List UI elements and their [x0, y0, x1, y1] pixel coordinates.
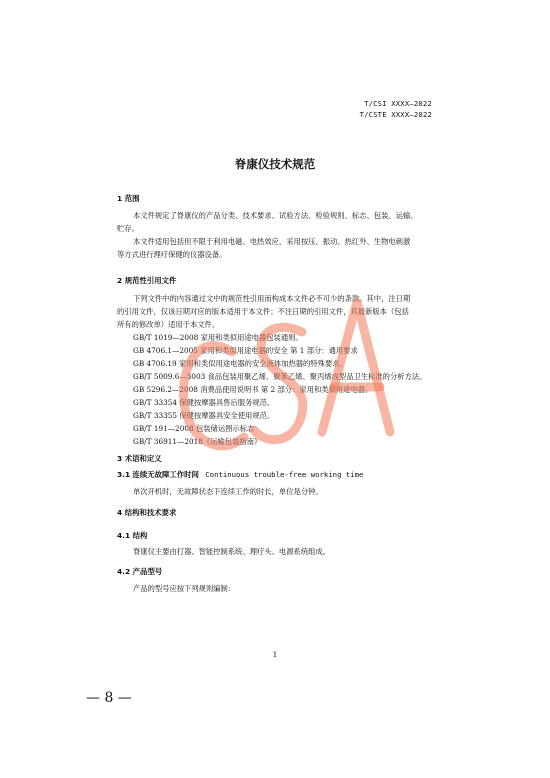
term-english: Continuous trouble-free working time: [205, 470, 364, 479]
reference-item: GB/T 191—2008 包装储运图示标志: [133, 424, 255, 433]
term-entry: [117, 469, 363, 480]
reference-item: GB/T 33355 保健按摩器具安全使用规范。: [133, 411, 275, 420]
section-3-heading: 3 术语和定义: [117, 454, 162, 463]
section-4-1-text: 脊康仪主要由打器、智能控制系统、理疗头、电源系统组成。: [133, 547, 331, 556]
section-1-heading: 1 范围: [117, 194, 140, 203]
section-1-para1-line1: 本文件规定了脊康仪的产品分类、技术要求、试验方法、检验规则、标志、包装、运输、: [133, 211, 418, 220]
section-1-para2-line2: 等方式进行理疗保健的仪器设备。: [117, 250, 227, 259]
reference-item: GB/T 36911—2018《运输包装指南》: [133, 437, 262, 446]
section-2-intro-line3: 所有的修改单）适用于本文件。: [117, 320, 220, 329]
section-4-2-text: 产品的型号应按下列规则编制：: [133, 584, 236, 593]
section-4-1-heading: 4.1 结构: [117, 531, 148, 540]
section-1-para2-line1: 本文件适用包括但不限于利用电磁、电热效应，采用按压、振动、热红外、生物电刺激: [133, 237, 411, 246]
book-page-number: — 8 —: [86, 690, 132, 706]
section-2-intro-line2: 的引用文件，仅该日期对应的版本适用于本文件；不注日期的引用文件，其最新版本（包括: [117, 307, 409, 316]
reference-item: GB/T 5009.6—3003 食品包装用聚乙烯、聚苯乙烯、聚丙烯成型品卫生标准的分析方法。: [133, 372, 427, 381]
standard-number-csi: T/CSI XXXX—2022: [364, 99, 432, 108]
section-4-heading: 4 结构和技术要求: [117, 508, 177, 517]
section-4-2-heading: 4.2 产品型号: [117, 567, 163, 576]
term-chinese: 连续无故障工作时间: [132, 470, 199, 479]
reference-item: GB 5296.2—2008 消费品使用说明书 第 2 部分：家用和类似用途电器。: [133, 385, 373, 394]
standard-number-cste: T/CSTE XXXX—2022: [359, 110, 432, 119]
reference-item: GB 4706.19 家用和类似用途电器的安全液体加热器的特殊要求。: [133, 359, 347, 368]
section-2-heading: 2 规范性引用文件: [117, 276, 177, 285]
reference-item: GB/T 33354 保健按摩器具售后服务规范。: [133, 398, 275, 407]
term-number: 3.1: [117, 470, 131, 479]
section-2-intro-line1: 下列文件中的内容通过文中的规范性引用而构成本文件必不可少的条款。其中，注日期: [133, 294, 411, 303]
page-number: 1: [272, 650, 278, 659]
reference-item: GB/T 1019—2008 家用和类似用途电器包装通则。: [133, 333, 303, 342]
document-title: 脊康仪技术规范: [234, 157, 316, 171]
section-1-para1-line2: 贮存。: [117, 224, 139, 233]
term-definition: 单次开机时，无故障状态下连续工作的时长，单位是分钟。: [133, 487, 323, 496]
reference-item: GB 4706.1—2005 家用和类似用途电器的安全 第 1 部分：通用要求: [133, 346, 358, 355]
